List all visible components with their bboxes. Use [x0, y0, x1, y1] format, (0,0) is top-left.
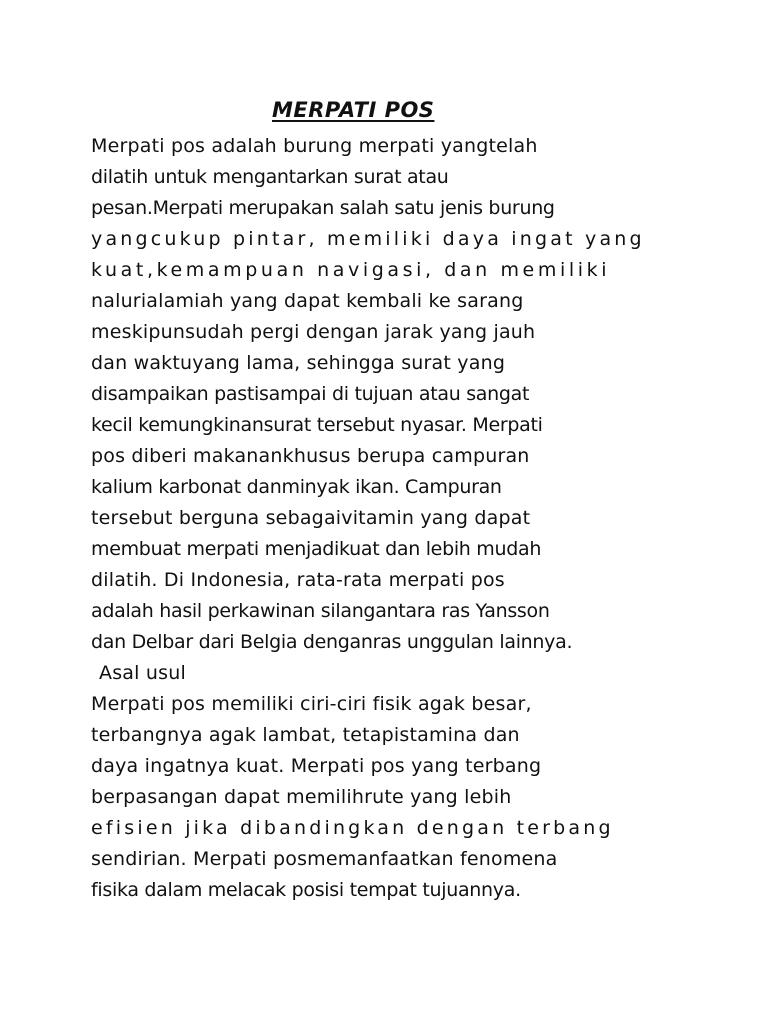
- text-line: pesan.Merpati merupakan salah satu jenis burung: [91, 197, 555, 219]
- text-line: fisika dalam melacak posisi tempat tujuannya.: [91, 879, 521, 901]
- text-line: Merpati pos adalah burung merpati yangtelah: [91, 135, 538, 157]
- text-line: efisien jika dibandingkan dengan terbang: [91, 817, 614, 839]
- text-line: kuat,kemampuan navigasi, dan memiliki: [91, 259, 611, 281]
- text-line: meskipunsudah pergi dengan jarak yang jauh: [91, 321, 536, 343]
- text-line: dan waktuyang lama, sehingga surat yang: [91, 352, 506, 374]
- text-line: Merpati pos memiliki ciri-ciri fisik agak besar,: [91, 693, 532, 715]
- text-line: dilatih untuk mengantarkan surat atau: [91, 166, 449, 188]
- text-line: daya ingatnya kuat. Merpati pos yang terbang: [91, 755, 542, 777]
- text-line: nalurialamiah yang dapat kembali ke sarang: [91, 290, 524, 312]
- text-line: disampaikan pastisampai di tujuan atau sangat: [91, 383, 530, 405]
- text-line: pos diberi makanankhusus berupa campuran: [91, 445, 530, 467]
- text-line: adalah hasil perkawinan silangantara ras Yansson: [91, 600, 550, 622]
- text-line: tersebut berguna sebagaivitamin yang dapat: [91, 507, 531, 529]
- text-line: membuat merpati menjadikuat dan lebih mudah: [91, 538, 542, 560]
- text-line: terbangnya agak lambat, tetapistamina dan: [91, 724, 520, 746]
- text-line: kalium karbonat danminyak ikan. Campuran: [91, 476, 502, 498]
- text-line: dan Delbar dari Belgia denganras unggulan lainnya.: [91, 631, 573, 653]
- text-line: berpasangan dapat memilihrute yang lebih: [91, 786, 512, 808]
- text-line: yangcukup pintar, memiliki daya ingat yang: [91, 228, 645, 250]
- document-body: [91, 131, 691, 906]
- document-title: MERPATI POS: [272, 98, 435, 122]
- text-line: sendirian. Merpati posmemanfaatkan fenomena: [91, 848, 558, 870]
- section-heading: Asal usul: [99, 662, 186, 684]
- text-line: kecil kemungkinansurat tersebut nyasar. Merpati: [91, 414, 543, 436]
- text-line: dilatih. Di Indonesia, rata-rata merpati pos: [91, 569, 505, 591]
